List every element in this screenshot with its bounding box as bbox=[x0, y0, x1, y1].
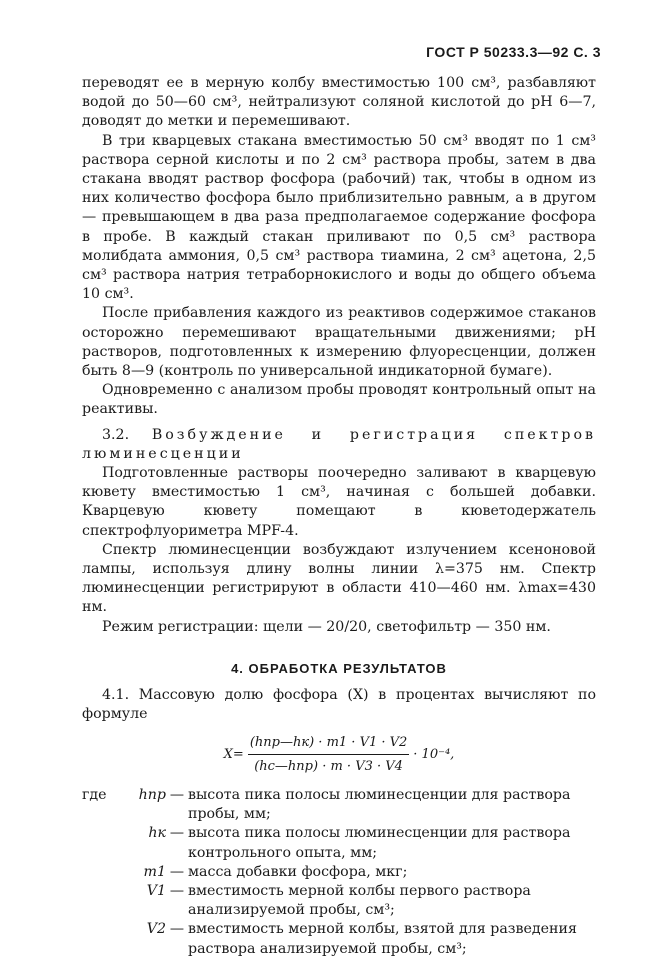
definition-dash: — bbox=[169, 863, 185, 880]
page-header: ГОСТ Р 50233.3—92 С. 3 bbox=[426, 44, 601, 60]
formula-multiplier: · 10⁻⁴, bbox=[413, 746, 455, 762]
definition-text: высота пика полосы люминесценции для раствора пробы, мм; bbox=[188, 786, 571, 823]
section-4-heading: 4. ОБРАБОТКА РЕЗУЛЬТАТОВ bbox=[231, 660, 447, 676]
definition-dash: — bbox=[169, 882, 185, 899]
paragraph-mixing: После прибавления каждого из реактивов содержимое стаканов осторожно перемешивают вращательными движениями; pH растворов, подготовленных к измерению флуоресценции, должен быть 8—9 (контроль по универсальной индикаторной бумаге). bbox=[82, 305, 596, 380]
definition-text: вместимость мерной колбы, взятой для разведения раствора анализируемой пробы, см³; bbox=[188, 921, 577, 957]
paragraph-quartz-beakers: В три кварцевых стакана вместимостью 50 см³ вводят по 1 см³ раствора серной кислоты и по 2 см³ раствора пробы, затем в два стакана вводят раствор фосфора (рабочий) так, чтобы в одном из них количество фосфора было приблизительно равным, а в другом — превышающем в два раза предполагаемое содержание фосфора в пробе. В каждый стакан приливают по 0,5 см³ раствора молибдата аммония, 0,5 см³ раствора тиамина, 2 см³ ацетона, 2,5 см³ раствора натрия тетраборнокислого и воды до общего объема 10 см³. bbox=[82, 132, 596, 303]
section-3-2-title: Возбуждение и регистрация спектров люминесценции bbox=[82, 426, 596, 462]
definition-row bbox=[82, 786, 596, 824]
formula-lhs: X= bbox=[223, 746, 244, 762]
definition-symbol: m1 bbox=[143, 863, 166, 880]
definition-dash: — bbox=[169, 786, 185, 803]
definition-row bbox=[82, 863, 596, 882]
paragraph-cuvette: Подготовленные растворы поочередно заливают в кварцевую кювету вместимостью 1 см³, начиная с большей добавки. Кварцевую кювету помещают в кюветодержатель спектрофлуориметра MPF-4. bbox=[82, 465, 596, 539]
definition-row bbox=[82, 882, 596, 920]
formula bbox=[82, 733, 596, 776]
definition-dash: — bbox=[169, 825, 185, 842]
paragraph-formula-intro: 4.1. Массовую долю фосфора (X) в процентах вычисляют по формуле bbox=[82, 687, 596, 723]
paragraph-control-test: Одновременно с анализом пробы проводят контрольный опыт на реактивы. bbox=[82, 382, 596, 418]
document-body bbox=[82, 74, 596, 959]
definition-text: вместимость мерной колбы первого раствора анализируемой пробы, см³; bbox=[188, 882, 531, 919]
paragraph-registration-mode: Режим регистрации: щели — 20/20, светофильтр — 350 нм. bbox=[102, 618, 551, 635]
definition-symbol: hпр bbox=[138, 786, 166, 803]
definition-symbol: V2 bbox=[146, 921, 166, 938]
formula-fraction bbox=[248, 733, 409, 776]
definition-dash: — bbox=[169, 921, 185, 938]
paragraph-continuation: переводят ее в мерную колбу вместимостью 100 см³, разбавляют водой до 50—60 см³, нейтрализуют соляной кислотой до pH 6—7, доводят до метки и перемешивают. bbox=[82, 75, 596, 130]
definition-symbol: hк bbox=[148, 825, 166, 842]
variable-definitions bbox=[82, 786, 596, 959]
paragraph-spectrum: Спектр люминесценции возбуждают излучением ксеноновой лампы, используя длину волны линии λ=375 нм. Спектр люминесценции регистрируют в области 410—460 нм. λmax=430 нм. bbox=[82, 541, 596, 616]
definition-text: высота пика полосы люминесценции для раствора контрольного опыта, мм; bbox=[188, 825, 571, 861]
definition-symbol: V1 bbox=[146, 882, 166, 899]
section-3-2-heading bbox=[82, 426, 596, 464]
definition-row bbox=[82, 824, 596, 862]
section-3-2-number: 3.2. bbox=[102, 426, 130, 443]
definition-text: масса добавки фосфора, мкг; bbox=[188, 863, 408, 880]
definition-row bbox=[82, 920, 596, 958]
where-word: где bbox=[82, 786, 107, 803]
formula-denominator: (hс—hпр) · m · V3 · V4 bbox=[254, 758, 403, 774]
formula-numerator: (hпр—hк) · m1 · V1 · V2 bbox=[248, 733, 409, 755]
